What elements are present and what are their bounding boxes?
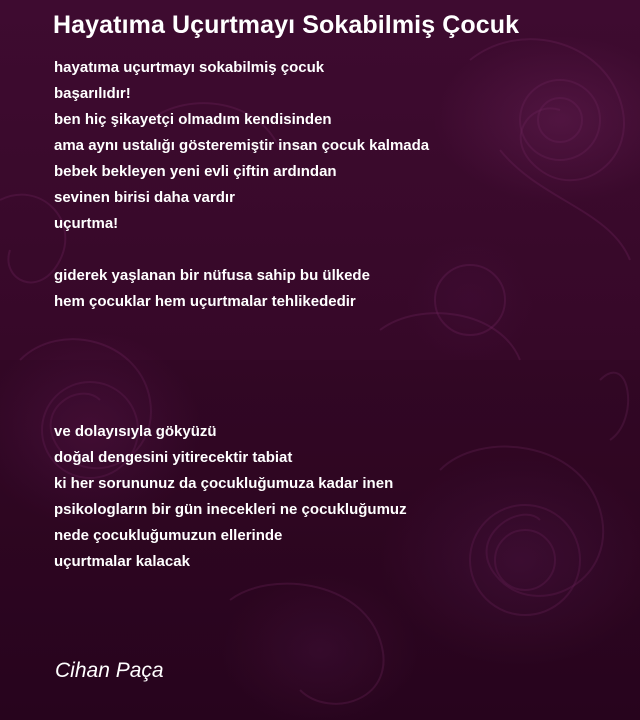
poem-body	[54, 55, 614, 575]
poem-line: psikologların bir gün inecekleri ne çocukluğumuz	[54, 501, 407, 518]
poem-line: giderek yaşlanan bir nüfusa sahip bu ülkede	[54, 267, 370, 284]
poem-line: nede çocukluğumuzun ellerinde	[54, 527, 283, 544]
poem-line: doğal dengesini yitirecektir tabiat	[54, 449, 293, 466]
stanza-2	[54, 263, 614, 315]
stanza-break	[54, 315, 614, 419]
poem-line: hem çocuklar hem uçurtmalar tehlikededir	[54, 293, 356, 310]
stanza-3	[54, 419, 614, 575]
poem-line: ki her sorununuz da çocukluğumuza kadar inen	[54, 475, 394, 492]
poem-title: Hayatıma Uçurtmayı Sokabilmiş Çocuk	[53, 11, 520, 39]
poem-line: hayatıma uçurtmayı sokabilmiş çocuk	[54, 59, 325, 76]
stanza-1	[54, 55, 614, 237]
poem-line: uçurtmalar kalacak	[54, 553, 190, 570]
stanza-break	[54, 237, 614, 263]
poem-line: başarılıdır!	[54, 85, 131, 102]
poem-line: sevinen birisi daha vardır	[54, 189, 235, 206]
poem-line: ve dolayısıyla gökyüzü	[54, 423, 217, 440]
poem-line: bebek bekleyen yeni evli çiftin ardından	[54, 163, 337, 180]
poem-author: Cihan Paça	[55, 659, 164, 682]
poem-line: ama aynı ustalığı gösteremiştir insan çocuk kalmada	[54, 137, 430, 154]
poem-line: ben hiç şikayetçi olmadım kendisinden	[54, 111, 332, 128]
poem-line: uçurtma!	[54, 215, 119, 232]
